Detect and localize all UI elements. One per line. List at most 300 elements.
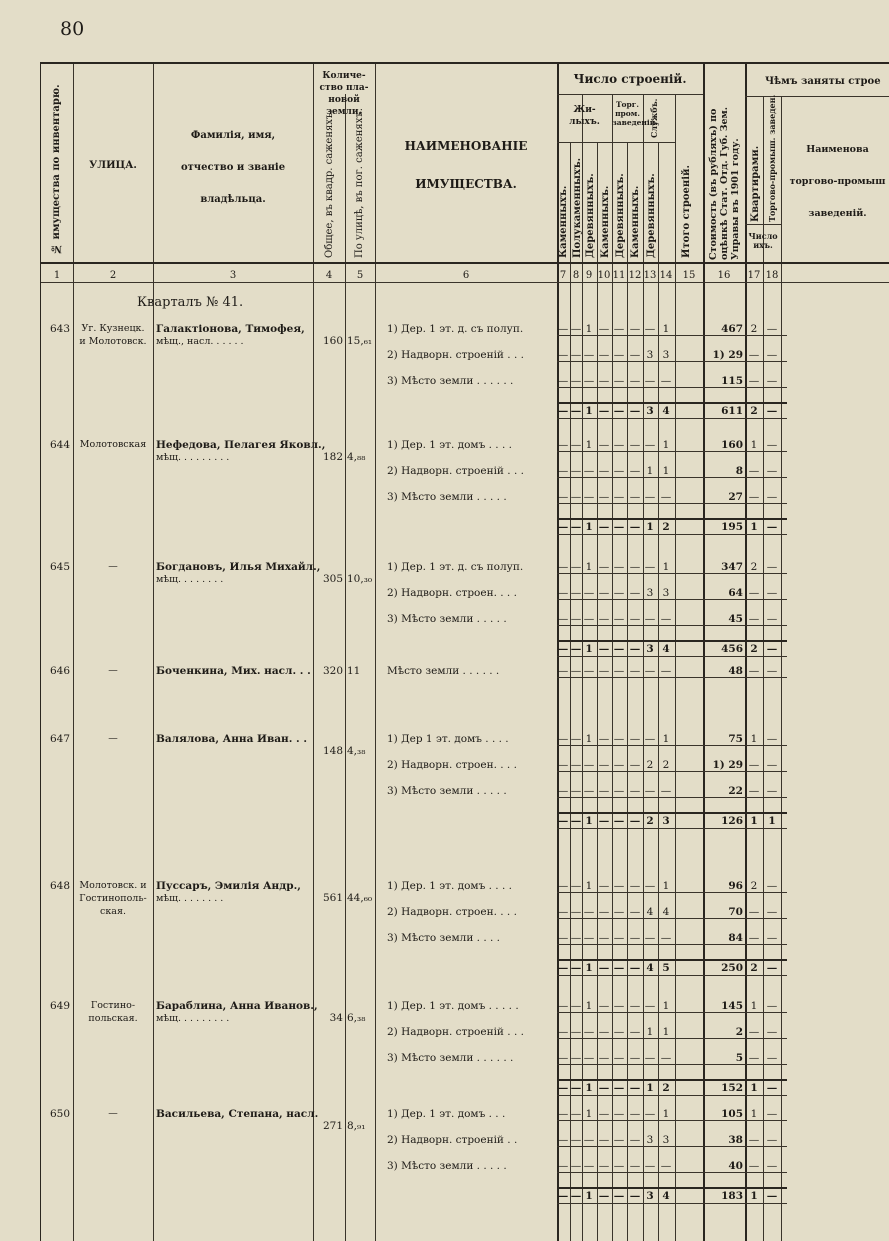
total-building-count: —	[613, 962, 625, 974]
owner-name: Васильева, Степана, насл.	[156, 1108, 319, 1120]
building-count: 1	[662, 1000, 670, 1012]
property-item: 1) Дер. 1 эт. домъ . . . . .	[387, 1000, 519, 1012]
header-name-18a: Наименова	[806, 144, 869, 155]
building-count: —	[570, 1160, 582, 1172]
total-building-count: 3	[646, 405, 654, 417]
building-count: —	[557, 375, 569, 387]
building-count: —	[583, 932, 595, 944]
building-count: —	[613, 465, 625, 477]
total-trade-count: —	[766, 1190, 778, 1202]
total-building-count: 1	[646, 521, 654, 533]
land-area: 182	[322, 451, 343, 463]
building-count: —	[570, 439, 582, 451]
trade-count: —	[766, 1134, 778, 1146]
column-number: 15	[682, 270, 696, 281]
building-count: —	[660, 785, 672, 797]
property-item: 3) Мѣсто земли . . . . .	[387, 1160, 507, 1172]
flats-count: 1	[750, 733, 758, 745]
column-number: 1	[53, 270, 61, 281]
building-count: —	[570, 1134, 582, 1146]
total-value: 126	[721, 815, 743, 827]
building-count: —	[644, 932, 656, 944]
column-number: 17	[747, 270, 761, 281]
total-value: 456	[721, 643, 743, 655]
property-item: 2) Надворн. строеній . . .	[387, 1026, 524, 1038]
total-building-count: —	[570, 815, 582, 827]
building-count: —	[598, 613, 610, 625]
building-count: —	[570, 1026, 582, 1038]
total-building-count: —	[557, 1190, 569, 1202]
building-count: —	[570, 323, 582, 335]
building-count: 1	[646, 465, 654, 477]
building-count: —	[557, 665, 569, 677]
building-count: —	[644, 613, 656, 625]
building-count: —	[629, 1052, 641, 1064]
building-count: 3	[646, 1134, 654, 1146]
building-count: —	[644, 733, 656, 745]
total-flats-count: 1	[750, 815, 758, 827]
record-id: 644	[49, 439, 70, 451]
building-count: —	[598, 1134, 610, 1146]
property-item: 2) Надворн. строен. . . .	[387, 587, 517, 599]
street-name: Молотовская	[79, 439, 147, 450]
total-building-count: —	[598, 405, 610, 417]
building-count: —	[583, 906, 595, 918]
column-number: 7	[559, 270, 567, 281]
owner-name: Нефедова, Пелагея Яковл.,	[156, 439, 326, 451]
total-building-count: —	[598, 815, 610, 827]
total-building-count: 1	[585, 521, 593, 533]
building-count: —	[598, 561, 610, 573]
owner-name: Боченкина, Мих. насл. . .	[156, 665, 311, 677]
building-count: —	[598, 1108, 610, 1120]
building-count: —	[570, 561, 582, 573]
building-count: 3	[662, 1134, 670, 1146]
building-count: —	[598, 880, 610, 892]
property-item: 2) Надворн. строеній . . .	[387, 349, 524, 361]
header-property-1: НАИМЕНОВАНІЕ	[404, 139, 528, 153]
header-flats: Квартирами.	[750, 145, 761, 222]
header-owner-1: Фамилія, имя,	[190, 130, 276, 141]
building-count: —	[629, 1160, 641, 1172]
building-count: —	[629, 439, 641, 451]
building-count: —	[583, 1026, 595, 1038]
land-area: 160	[322, 335, 343, 347]
total-building-count: —	[557, 1082, 569, 1094]
building-count: —	[570, 587, 582, 599]
total-building-count: —	[598, 521, 610, 533]
property-item: 3) Мѣсто земли . . . . .	[387, 785, 507, 797]
building-count: —	[660, 375, 672, 387]
trade-count: —	[766, 665, 778, 677]
building-count: —	[613, 491, 625, 503]
header-inventory-number: № имущества по инвентарю.	[51, 84, 62, 254]
flats-count: —	[748, 759, 760, 771]
owner-name: мѣщ. . . . . . . . .	[156, 1013, 230, 1024]
building-count: —	[644, 665, 656, 677]
building-count: 2	[646, 759, 654, 771]
building-count: —	[629, 785, 641, 797]
total-building-count: —	[629, 405, 641, 417]
building-count: —	[660, 665, 672, 677]
total-building-count: 3	[662, 815, 670, 827]
building-count: —	[598, 491, 610, 503]
trade-count: —	[766, 439, 778, 451]
street-name: Молотовск. и	[79, 880, 147, 891]
trade-count: —	[766, 932, 778, 944]
building-count: —	[629, 1000, 641, 1012]
property-value: 70	[728, 906, 743, 918]
building-count: —	[613, 375, 625, 387]
building-count: —	[613, 1052, 625, 1064]
land-frontage: 6,₃₈	[347, 1012, 366, 1024]
building-count: —	[570, 880, 582, 892]
street-name: —	[108, 665, 118, 676]
total-building-count: —	[613, 1190, 625, 1202]
flats-count: —	[748, 1026, 760, 1038]
building-count: 1	[662, 323, 670, 335]
property-value: 105	[721, 1108, 743, 1120]
total-building-count: 3	[646, 1190, 654, 1202]
property-item: 1) Дер. 1 эт. д. съ полуп.	[387, 561, 524, 573]
flats-count: 1	[750, 1108, 758, 1120]
trade-count: —	[766, 1026, 778, 1038]
building-count: —	[598, 1026, 610, 1038]
property-value: 347	[721, 561, 743, 573]
total-flats-count: 1	[750, 1082, 758, 1094]
total-flats-count: 2	[750, 405, 758, 417]
total-building-count: —	[629, 521, 641, 533]
building-count: —	[613, 587, 625, 599]
building-count: —	[570, 375, 582, 387]
building-count: —	[570, 613, 582, 625]
total-building-count: —	[629, 643, 641, 655]
building-count: —	[570, 465, 582, 477]
owner-name: Валялова, Анна Иван. . .	[156, 733, 308, 745]
building-count: 1	[585, 1000, 593, 1012]
header-halfstone: Полукаменныхъ.	[572, 157, 583, 258]
total-trade-count: —	[766, 643, 778, 655]
building-count: —	[557, 349, 569, 361]
building-count: —	[629, 587, 641, 599]
building-count: 3	[662, 349, 670, 361]
building-count: —	[557, 759, 569, 771]
property-item: 3) Мѣсто земли . . . . . .	[387, 375, 514, 387]
column-number: 3	[229, 270, 237, 281]
total-trade-count: —	[766, 1082, 778, 1094]
building-count: —	[557, 587, 569, 599]
flats-count: 1	[750, 1000, 758, 1012]
header-trade: Торг. пром. заведеній.	[612, 100, 658, 127]
building-count: —	[557, 465, 569, 477]
property-value: 75	[728, 733, 743, 745]
street-name: —	[108, 561, 118, 572]
building-count: 4	[662, 906, 670, 918]
property-item: 2) Надворн. строен. . . .	[387, 759, 517, 771]
total-flats-count: 1	[750, 521, 758, 533]
building-count: 1	[662, 439, 670, 451]
total-trade-count: —	[766, 521, 778, 533]
land-frontage: 44,₆₀	[347, 892, 373, 904]
building-count: —	[598, 1160, 610, 1172]
total-building-count: —	[570, 643, 582, 655]
flats-count: —	[748, 491, 760, 503]
building-count: —	[583, 1134, 595, 1146]
building-count: —	[570, 759, 582, 771]
building-count: —	[644, 439, 656, 451]
flats-count: —	[748, 465, 760, 477]
total-value: 183	[721, 1190, 743, 1202]
building-count: —	[570, 733, 582, 745]
building-count: —	[629, 1026, 641, 1038]
record-id: 650	[49, 1108, 70, 1120]
trade-count: —	[766, 759, 778, 771]
property-item: 2) Надворн. строен. . . .	[387, 906, 517, 918]
building-count: —	[613, 349, 625, 361]
header-occupied: Чѣмъ заняты строе	[765, 76, 881, 87]
street-name: и Молотовск.	[79, 336, 147, 347]
flats-count: —	[748, 375, 760, 387]
building-count: —	[613, 1160, 625, 1172]
building-count: —	[557, 906, 569, 918]
flats-count: —	[748, 1134, 760, 1146]
column-number: 14	[659, 270, 673, 281]
total-building-count: —	[598, 1190, 610, 1202]
property-value: 5	[735, 1052, 743, 1064]
building-count: —	[598, 465, 610, 477]
trade-count: —	[766, 1000, 778, 1012]
total-building-count: 2	[646, 815, 654, 827]
building-count: 3	[646, 587, 654, 599]
street-name: Гостинополь-	[79, 893, 147, 904]
building-count: —	[629, 880, 641, 892]
land-area: 148	[322, 745, 343, 757]
header-wooden-2: Деревянныхъ.	[615, 173, 626, 258]
building-count: —	[557, 439, 569, 451]
trade-count: —	[766, 491, 778, 503]
building-count: 2	[662, 759, 670, 771]
header-count: Число ихъ.	[748, 231, 778, 250]
trade-count: —	[766, 880, 778, 892]
street-name: —	[108, 733, 118, 744]
building-count: —	[557, 323, 569, 335]
building-count: —	[583, 349, 595, 361]
building-count: —	[629, 1134, 641, 1146]
building-count: —	[629, 349, 641, 361]
column-number: 5	[356, 270, 364, 281]
owner-name: мѣщ. . . . . . . .	[156, 893, 224, 904]
property-value: 27	[728, 491, 743, 503]
building-count: —	[613, 323, 625, 335]
header-value: Стоимость (въ рубляхъ) по оцѣнкѣ Стат. Отд. Губ. Зем. Управы въ 1901 году.	[708, 106, 741, 260]
total-building-count: 1	[585, 643, 593, 655]
header-building-count: Число строеній.	[573, 72, 687, 86]
total-value: 152	[721, 1082, 743, 1094]
building-count: 4	[646, 906, 654, 918]
building-count: —	[557, 880, 569, 892]
building-count: —	[557, 1052, 569, 1064]
building-count: —	[644, 323, 656, 335]
building-count: 1	[662, 880, 670, 892]
land-area: 271	[322, 1120, 343, 1132]
owner-name: мѣщ., насл. . . . . .	[156, 336, 244, 347]
street-name: Гостино-	[90, 1000, 136, 1011]
building-count: —	[660, 613, 672, 625]
building-count: —	[613, 785, 625, 797]
owner-name: Галактіонова, Тимофея,	[156, 323, 305, 335]
building-count: —	[613, 613, 625, 625]
property-item: Мѣсто земли . . . . . .	[387, 665, 500, 677]
building-count: —	[629, 323, 641, 335]
record-id: 643	[49, 323, 70, 335]
building-count: —	[598, 323, 610, 335]
land-frontage: 11	[347, 665, 361, 677]
building-count: —	[557, 613, 569, 625]
trade-count: —	[766, 587, 778, 599]
page-number: 80	[60, 18, 85, 40]
property-item: 3) Мѣсто земли . . . .	[387, 932, 501, 944]
building-count: —	[557, 1026, 569, 1038]
building-count: —	[613, 1108, 625, 1120]
trade-count: —	[766, 561, 778, 573]
building-count: —	[644, 1160, 656, 1172]
property-item: 3) Мѣсто земли . . . . .	[387, 491, 507, 503]
property-value: 1) 29	[712, 759, 743, 771]
building-count: —	[557, 733, 569, 745]
trade-count: —	[766, 323, 778, 335]
property-value: 115	[721, 375, 743, 387]
inventory-table	[40, 62, 889, 1241]
trade-count: —	[766, 733, 778, 745]
column-number: 13	[643, 270, 657, 281]
property-item: 2) Надворн. строеній . . .	[387, 465, 524, 477]
header-stone-2: Каменныхъ.	[600, 185, 611, 258]
header-total-buildings: Итого строеній.	[681, 165, 692, 258]
header-living: Жи-лыхъ.	[569, 105, 600, 127]
owner-name: мѣщ. . . . . . . . .	[156, 452, 230, 463]
building-count: 1	[585, 323, 593, 335]
land-frontage: 4,₃₈	[347, 745, 366, 757]
owner-name: Пуссаръ, Эмилія Андр.,	[156, 880, 301, 892]
column-number: 16	[717, 270, 731, 281]
header-street: УЛИЦА.	[89, 160, 137, 171]
building-count: —	[570, 785, 582, 797]
total-building-count: 3	[646, 643, 654, 655]
building-count: —	[598, 375, 610, 387]
column-number: 6	[462, 270, 470, 281]
land-area: 34	[329, 1012, 343, 1024]
total-building-count: 1	[646, 1082, 654, 1094]
building-count: —	[583, 1052, 595, 1064]
header-wooden-3: Деревянныхъ.	[646, 173, 657, 258]
record-id: 645	[49, 561, 70, 573]
flats-count: 2	[750, 880, 758, 892]
total-building-count: 2	[662, 521, 670, 533]
building-count: —	[583, 785, 595, 797]
building-count: —	[629, 561, 641, 573]
building-count: —	[598, 439, 610, 451]
record-id: 648	[49, 880, 70, 892]
trade-count: —	[766, 613, 778, 625]
header-service: Службъ.	[649, 98, 659, 138]
building-count: —	[629, 906, 641, 918]
building-count: —	[557, 1134, 569, 1146]
total-building-count: —	[613, 521, 625, 533]
building-count: —	[613, 439, 625, 451]
building-count: —	[613, 1026, 625, 1038]
land-frontage: 10,₃₀	[347, 573, 373, 585]
building-count: —	[660, 491, 672, 503]
record-id: 649	[49, 1000, 70, 1012]
building-count: 1	[662, 1108, 670, 1120]
building-count: —	[570, 906, 582, 918]
total-trade-count: 1	[768, 815, 776, 827]
column-number: 9	[585, 270, 593, 281]
total-trade-count: —	[766, 405, 778, 417]
property-value: 96	[728, 880, 743, 892]
building-count: —	[660, 932, 672, 944]
land-area: 305	[322, 573, 343, 585]
total-flats-count: 2	[750, 643, 758, 655]
building-count: —	[557, 1160, 569, 1172]
building-count: 3	[646, 349, 654, 361]
building-count: —	[629, 375, 641, 387]
flats-count: 2	[750, 323, 758, 335]
total-building-count: —	[557, 643, 569, 655]
header-land-total: Общее, въ квадр. саженяхъ.	[324, 109, 335, 258]
street-name: Уг. Кузнецк.	[81, 323, 145, 334]
property-value: 40	[728, 1160, 743, 1172]
total-building-count: —	[598, 643, 610, 655]
trade-count: —	[766, 906, 778, 918]
building-count: —	[613, 1134, 625, 1146]
property-item: 1) Дер. 1 эт. домъ . . . .	[387, 439, 512, 451]
total-building-count: 1	[585, 815, 593, 827]
property-value: 467	[721, 323, 743, 335]
building-count: —	[644, 880, 656, 892]
total-building-count: 1	[585, 962, 593, 974]
column-number: 18	[765, 270, 779, 281]
property-item: 1) Дер. 1 эт. домъ . . .	[387, 1108, 506, 1120]
land-frontage: 4,₈₈	[347, 451, 366, 463]
building-count: —	[613, 665, 625, 677]
building-count: —	[557, 561, 569, 573]
building-count: —	[598, 587, 610, 599]
building-count: —	[598, 733, 610, 745]
building-count: 1	[662, 561, 670, 573]
header-trade-establishments: Торгово-промыш. заведен.	[767, 94, 777, 222]
building-count: —	[557, 932, 569, 944]
building-count: —	[598, 1000, 610, 1012]
building-count: 1	[585, 880, 593, 892]
total-building-count: —	[598, 962, 610, 974]
building-count: —	[644, 375, 656, 387]
total-building-count: —	[629, 1190, 641, 1202]
property-value: 84	[728, 932, 743, 944]
total-building-count: —	[629, 1082, 641, 1094]
building-count: —	[629, 613, 641, 625]
building-count: 1	[585, 439, 593, 451]
building-count: —	[629, 733, 641, 745]
total-building-count: —	[570, 405, 582, 417]
building-count: —	[570, 932, 582, 944]
trade-count: —	[766, 1052, 778, 1064]
building-count: —	[570, 1052, 582, 1064]
building-count: —	[583, 759, 595, 771]
total-building-count: 1	[585, 405, 593, 417]
building-count: —	[570, 491, 582, 503]
building-count: —	[557, 785, 569, 797]
